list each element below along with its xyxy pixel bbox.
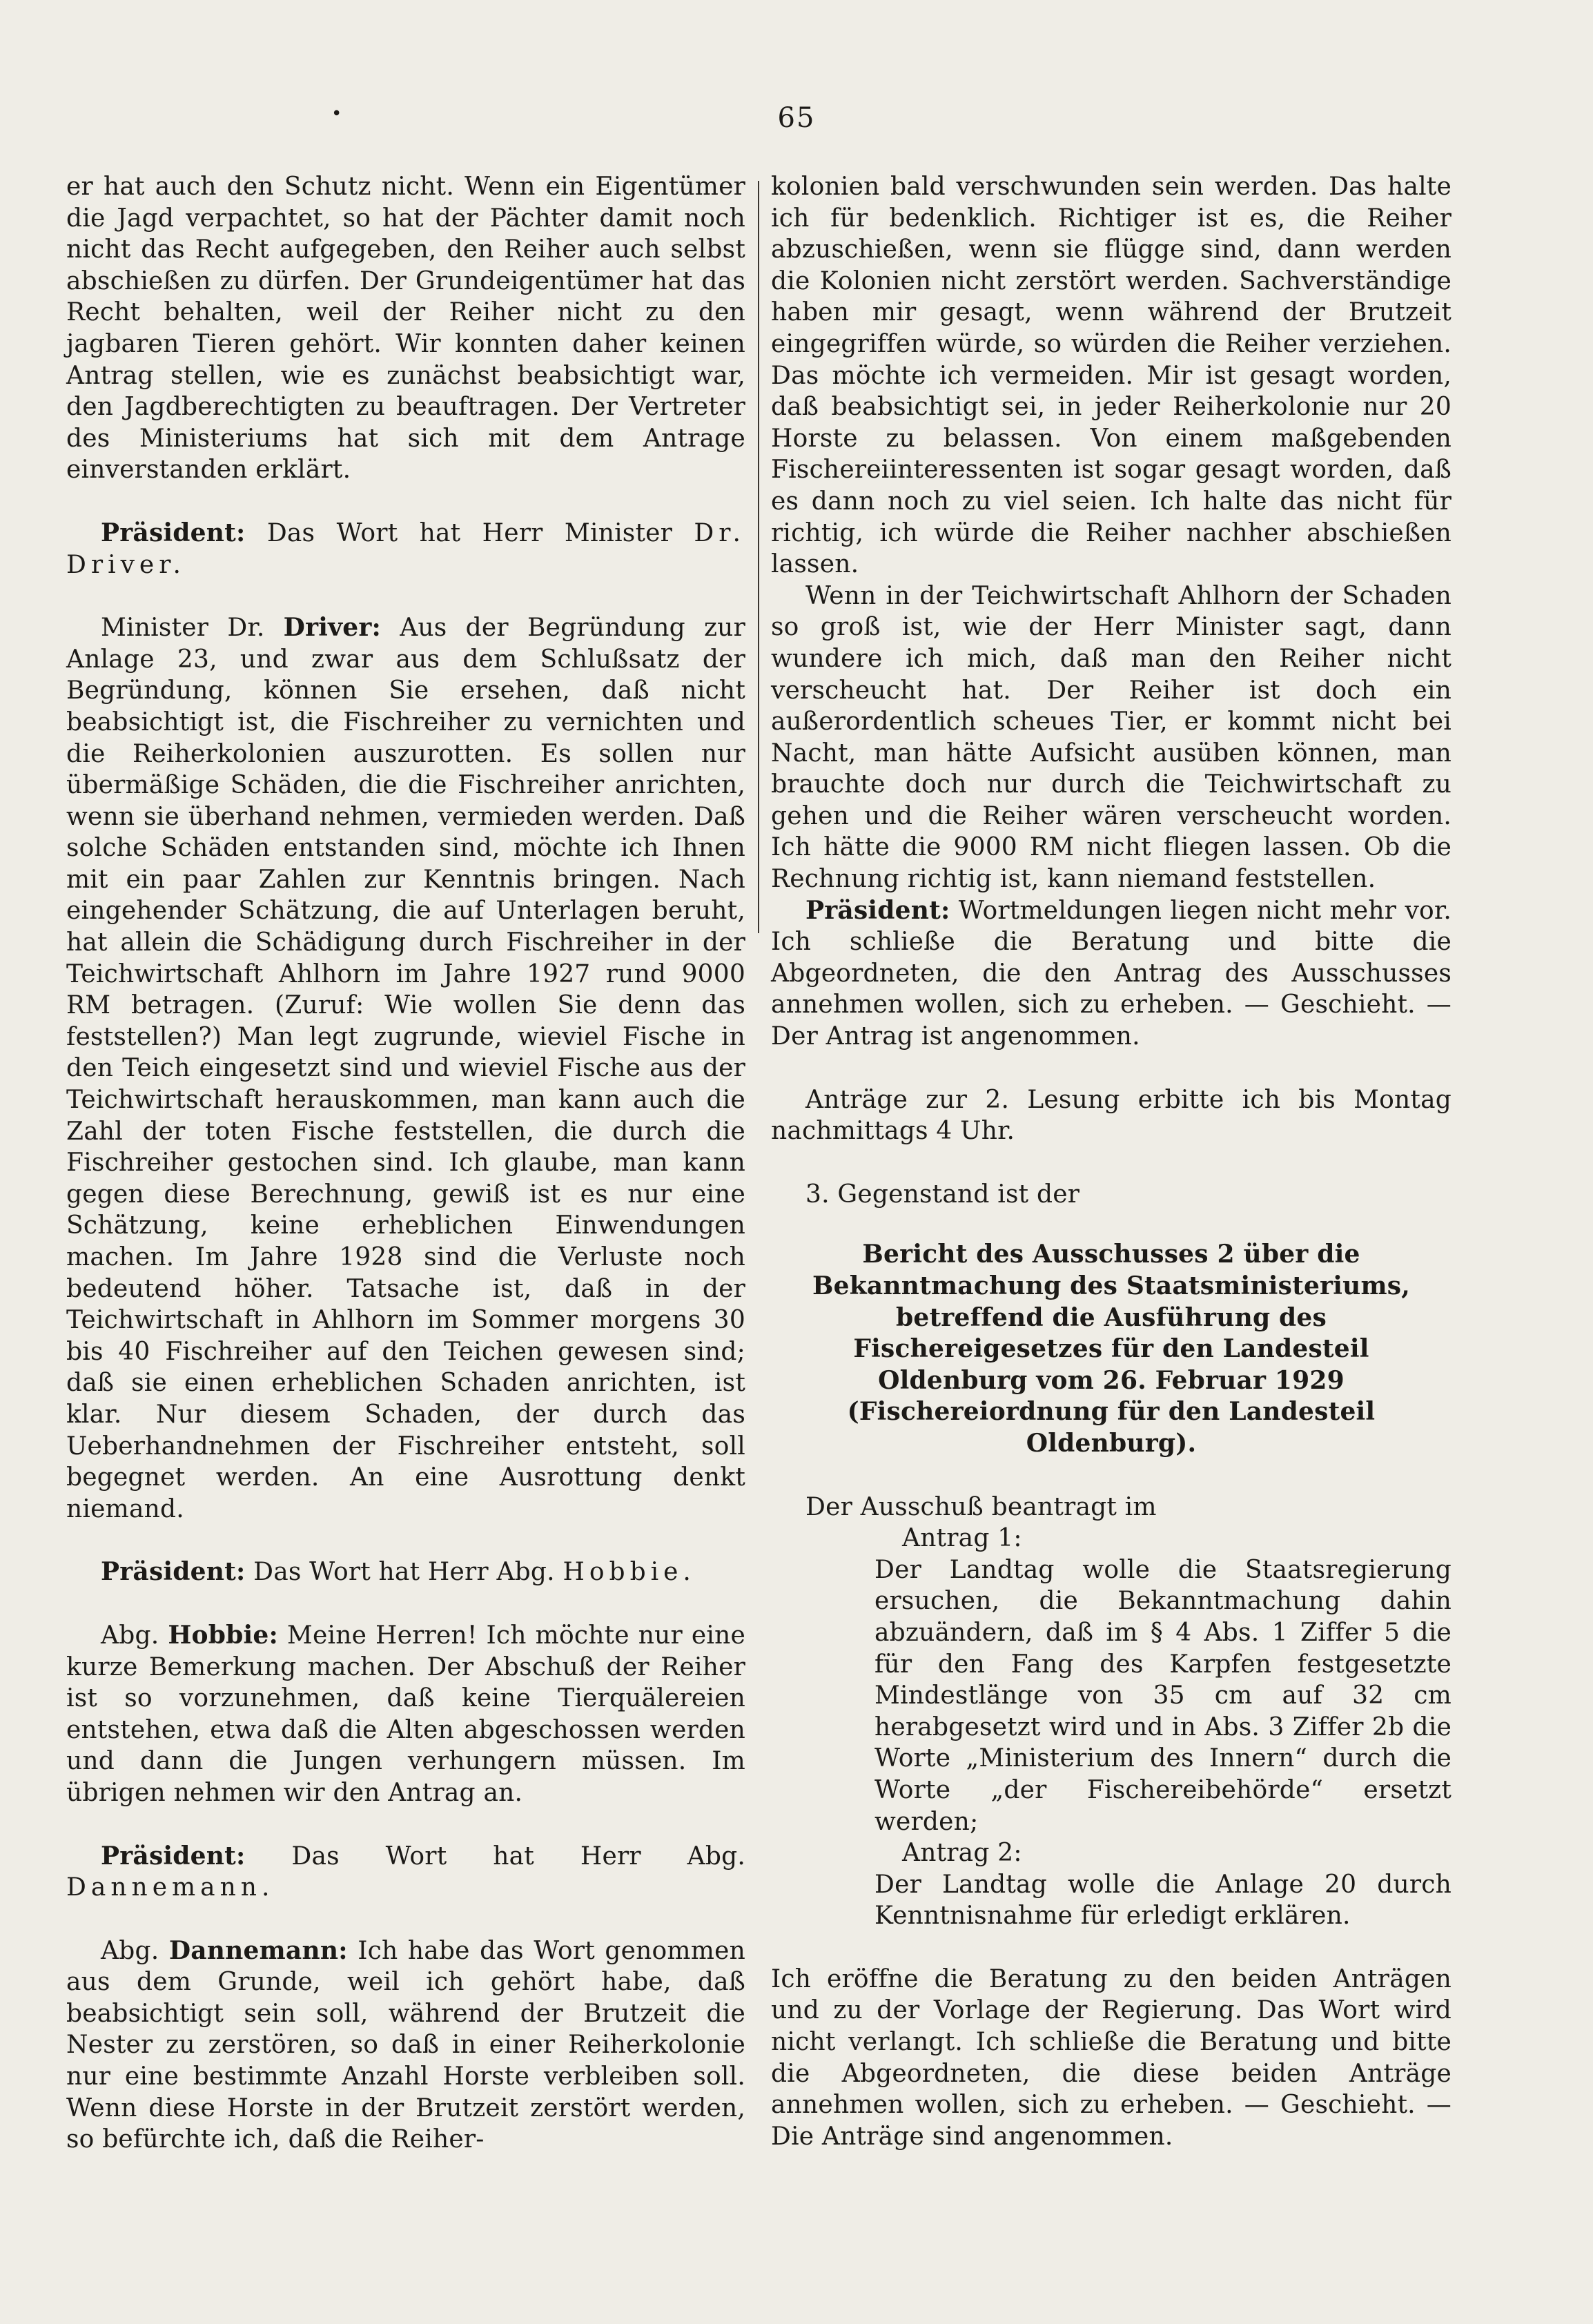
paragraph: Wenn in der Teichwirtschaft Ahlhorn der Schaden so groß ist, wie der Herr Minister sagt, dann wundere ich mich, daß man den Reiher nicht verscheucht hat. Der Reiher ist doch ein außerordentlich scheues Tier, er kommt nicht bei Nacht, man hätte Aufsicht ausüben können, man brauchte doch nur durch die Teichwirtschaft zu gehen und die Reiher wären verscheucht worden. Ich hätte die 9000 RM nicht fliegen lassen. Ob die Rechnung richtig ist, kann niemand feststellen. bbox=[771, 581, 1452, 894]
paragraph-president bbox=[66, 1841, 745, 1904]
speaker-title: Minister Dr. bbox=[101, 614, 265, 643]
margin-mark: • bbox=[331, 104, 342, 124]
motion-label: Antrag 2: bbox=[902, 1839, 1022, 1868]
report-heading: Bericht des Ausschusses 2 über die Bekanntmachung des Staatsministeriums, betreffend die Ausführung des Fischereigesetzes für den Landesteil Oldenburg vom 26. Februar 1929 (Fischereiordnung für den Landesteil Oldenburg). bbox=[812, 1240, 1410, 1458]
motion-text: Der Landtag wolle die Staatsregierung ersuchen, die Bekanntmachung dahin abzuändern, daß im § 4 Abs. 1 Ziffer 5 die für den Fang des Karpfen festgesetzte Mindestlänge von 35 cm auf 32 cm herabgesetzt wird und in Abs. 3 Ziffer 2b die Worte „Ministerium des Innern“ durch die Worte „der Fischereibehörde“ ersetzt werden; bbox=[874, 1555, 1452, 1836]
paragraph-hobbie bbox=[66, 1620, 745, 1809]
speaker-name: Hobbie. bbox=[563, 1558, 696, 1587]
speaker-label: Hobbie: bbox=[168, 1620, 278, 1650]
speaker-title: Abg. bbox=[101, 1936, 159, 1965]
paragraph-dannemann bbox=[66, 1935, 745, 2156]
speaker-name: Dr. Driver. bbox=[66, 518, 745, 579]
speech-text: Meine Herren! Ich möchte nur eine kurze Bemerkung machen. Der Abschuß der Reiher ist so vorzunehmen, daß keine Tierquälereien entstehen, etwa daß die Alten abgeschossen werden und dann die Jungen verhungern müssen. Im übrigen nehmen wir den Antrag an. bbox=[66, 1621, 745, 1807]
speaker-label: Präsident: bbox=[805, 895, 950, 925]
speech-text: Wortmeldungen liegen nicht mehr vor. Ich schließe die Beratung und bitte die Abgeordneten, die den Antrag des Ausschusses annehmen wollen, sich zu erheben. — Geschieht. — Der Antrag ist angenommen. bbox=[771, 896, 1452, 1051]
speech-text: Das Wort hat Herr Abg. bbox=[253, 1558, 555, 1587]
paragraph-president bbox=[66, 1556, 745, 1588]
speaker-label: Präsident: bbox=[101, 1841, 246, 1871]
right-column bbox=[771, 171, 1452, 2152]
agenda-item: 3. Gegenstand ist der bbox=[805, 1180, 1080, 1209]
speaker-label: Präsident: bbox=[101, 518, 246, 547]
page-number: 65 bbox=[777, 102, 816, 134]
speaker-label: Dannemann: bbox=[168, 1935, 348, 1965]
motion-label: Antrag 1: bbox=[902, 1524, 1022, 1553]
paragraph: er hat auch den Schutz nicht. Wenn ein Eigentümer die Jagd verpachtet, so hat der Pächter damit noch nicht das Recht aufgegeben, den Reiher auch selbst abschießen zu dürfen. Der Grundeigentümer hat das Recht behalten, weil der Reiher nicht zu den jagbaren Tieren gehört. Wir konnten daher keinen Antrag stellen, wie es zunächst beabsichtigt war, den Jagdberechtigten zu beauftragen. Der Vertreter des Ministeriums hat sich mit dem Antrage einverstanden erklärt. bbox=[66, 173, 745, 485]
speaker-name: Dannemann. bbox=[66, 1873, 275, 1902]
paragraph-president bbox=[66, 518, 745, 580]
speech-text: Das Wort hat Herr Abg. bbox=[291, 1842, 745, 1871]
paragraph: kolonien bald verschwunden sein werden. Das halte ich für bedenklich. Richtiger ist es, die Reiher abzuschießen, wenn sie flügge sind, dann werden die Kolonien nicht zerstört werden. Sachverständige haben mir gesagt, wenn während der Brutzeit eingegriffen würde, so würden die Reiher verziehen. Das möchte ich vermeiden. Mir ist gesagt worden, daß beabsichtigt sei, in jeder Reiherkolonie nur 20 Horste zu belassen. Von einem maßgebenden Fischereiinteressenten ist sogar gesagt worden, daß es dann noch zu viel seien. Ich halte das nicht für richtig, ich würde die Reiher nachher abschießen lassen. bbox=[771, 173, 1452, 579]
speaker-label: Präsident: bbox=[101, 1557, 246, 1587]
speaker-title: Abg. bbox=[101, 1621, 159, 1650]
paragraph-minister bbox=[66, 612, 745, 1525]
paragraph-president bbox=[771, 895, 1452, 1053]
left-column bbox=[66, 171, 745, 2156]
column-divider bbox=[758, 181, 759, 933]
speaker-label: Driver: bbox=[283, 613, 382, 643]
paragraph: Ich eröffne die Beratung zu den beiden Anträgen und zu der Vorlage der Regierung. Das Wort wird nicht verlangt. Ich schließe die Beratung und bitte die Abgeordneten, die diese beiden Anträge annehmen wollen, sich zu erheben. — Geschieht. — Die Anträge sind angenommen. bbox=[771, 1964, 1452, 2151]
paragraph: Anträge zur 2. Lesung erbitte ich bis Montag nachmittags 4 Uhr. bbox=[771, 1085, 1452, 1146]
speech-text: Aus der Begründung zur Anlage 23, und zwar aus dem Schlußsatz der Begründung, können Sie ersehen, daß nicht beabsichtigt ist, die Fischreiher zu vernichten und die Reiherkolonien auszurotten. Es sollen nur übermäßige Schäden, die die Fischreiher anrichten, wenn sie überhand nehmen, vermieden werden. Daß solche Schäden entstanden sind, möchte ich Ihnen mit ein paar Zahlen zur Kenntnis bringen. Nach eingehender Schätzung, die auf Unterlagen beruht, hat allein die Schädigung durch Fischreiher in der Teichwirtschaft Ahlhorn im Jahre 1927 rund 9000 RM betragen. (Zuruf: Wie wollen Sie denn das feststellen?) Man legt zugrunde, wieviel Fische in den Teich eingesetzt sind und wieviel Fische aus der Teichwirtschaft herauskommen, man kann auch die Zahl der toten Fische feststellen, die durch die Fischreiher gestochen sind. Ich glaube, man kann gegen diese Berechnung, gewiß ist es nur eine Schätzung, keine erheblichen Einwendungen machen. Im Jahre 1928 sind die Verluste noch bedeutend höher. Tatsache ist, daß in der Teichwirtschaft in Ahlhorn im Sommer morgens 30 bis 40 Fischreiher auf den Teichen gewesen sind; daß sie einen erheblichen Schaden anrichten, ist klar. Nur diesem Schaden, der durch das Ueberhandnehmen der Fischreiher entsteht, soll begegnet werden. An eine Ausrottung denkt niemand. bbox=[66, 614, 745, 1523]
speech-text: Das Wort hat Herr Minister bbox=[266, 518, 673, 547]
motion-text: Der Landtag wolle die Anlage 20 durch Kenntnisnahme für erledigt erklären. bbox=[874, 1870, 1452, 1931]
speech-text: Ich habe das Wort genommen aus dem Grunde, weil ich gehört habe, daß beabsichtigt sein soll, während der Brutzeit die Nester zu zerstören, so daß in einer Reiherkolonie nur eine bestimmte Anzahl Horste verbleiben soll. Wenn diese Horste in der Brutzeit zerstört werden, so befürchte ich, daß die Reiher- bbox=[66, 1936, 745, 2154]
paragraph: Der Ausschuß beantragt im bbox=[805, 1492, 1157, 1521]
